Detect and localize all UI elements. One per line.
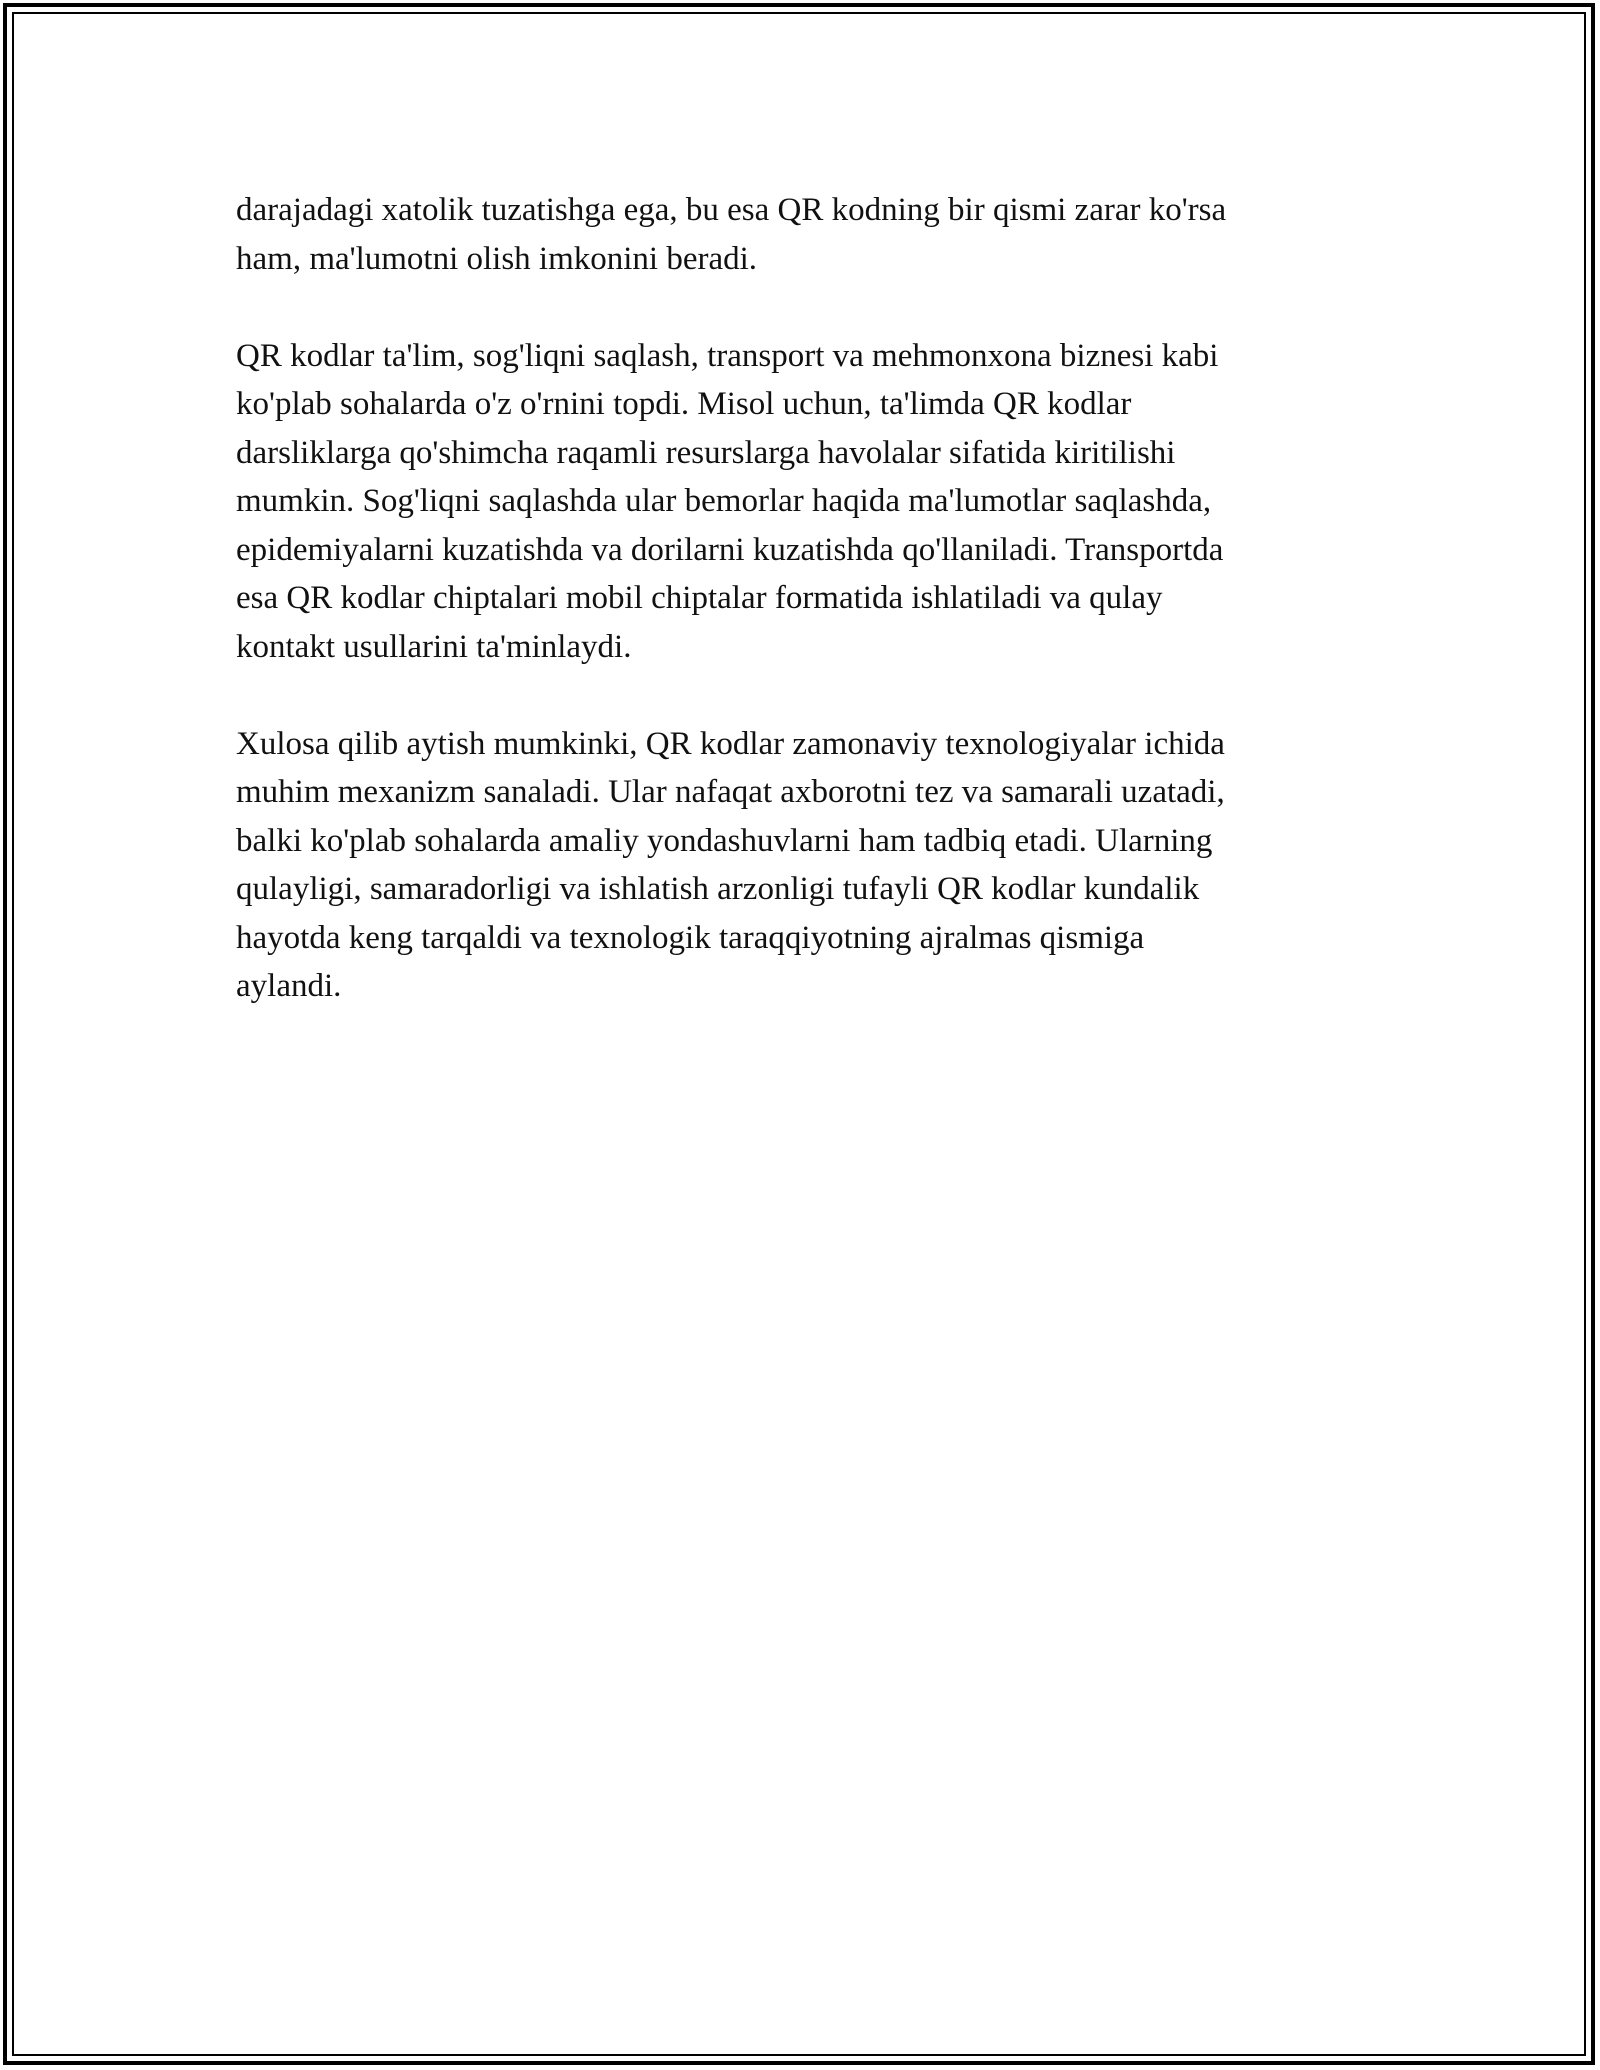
- text-line: qulayligi, samaradorligi va ishlatish arzonligi tufayli QR kodlar kundalik: [236, 871, 1200, 907]
- text-line: aylandi.: [236, 968, 342, 1004]
- text-line: mumkin. Sog'liqni saqlashda ular bemorlar haqida ma'lumotlar saqlashda,: [236, 483, 1212, 519]
- text-line: muhim mexanizm sanaladi. Ular nafaqat axborotni tez va samarali uzatadi,: [236, 774, 1225, 810]
- text-line: darsliklarga qo'shimcha raqamli resurslarga havolalar sifatida kiritilishi: [236, 434, 1176, 471]
- text-line: kontakt usullarini ta'minlaydi.: [236, 628, 632, 665]
- text-line: balki ko'plab sohalarda amaliy yondashuvlarni ham tadbiq etadi. Ularning: [236, 822, 1213, 859]
- text-line: darajadagi xatolik tuzatishga ega, bu esa QR kodning bir qismi zarar ko'rsa: [236, 192, 1227, 228]
- text-line: ham, ma'lumotni olish imkonini beradi.: [236, 240, 758, 277]
- paragraph-applications: [236, 332, 1386, 672]
- text-line: Xulosa qilib aytish mumkinki, QR kodlar zamonaviy texnologiyalar ichida: [236, 725, 1225, 762]
- paragraph-conclusion: [236, 720, 1386, 1011]
- document-body: [236, 186, 1386, 1059]
- text-line: QR kodlar ta'lim, sog'liqni saqlash, transport va mehmonxona biznesi kabi: [236, 337, 1219, 374]
- paragraph-error-correction: [236, 186, 1386, 283]
- text-line: hayotda keng tarqaldi va texnologik taraqqiyotning ajralmas qismiga: [236, 919, 1145, 956]
- text-line: esa QR kodlar chiptalari mobil chiptalar formatida ishlatiladi va qulay: [236, 580, 1163, 616]
- text-line: epidemiyalarni kuzatishda va dorilarni kuzatishda qo'llaniladi. Transportda: [236, 531, 1224, 568]
- text-line: ko'plab sohalarda o'z o'rnini topdi. Misol uchun, ta'limda QR kodlar: [236, 386, 1132, 422]
